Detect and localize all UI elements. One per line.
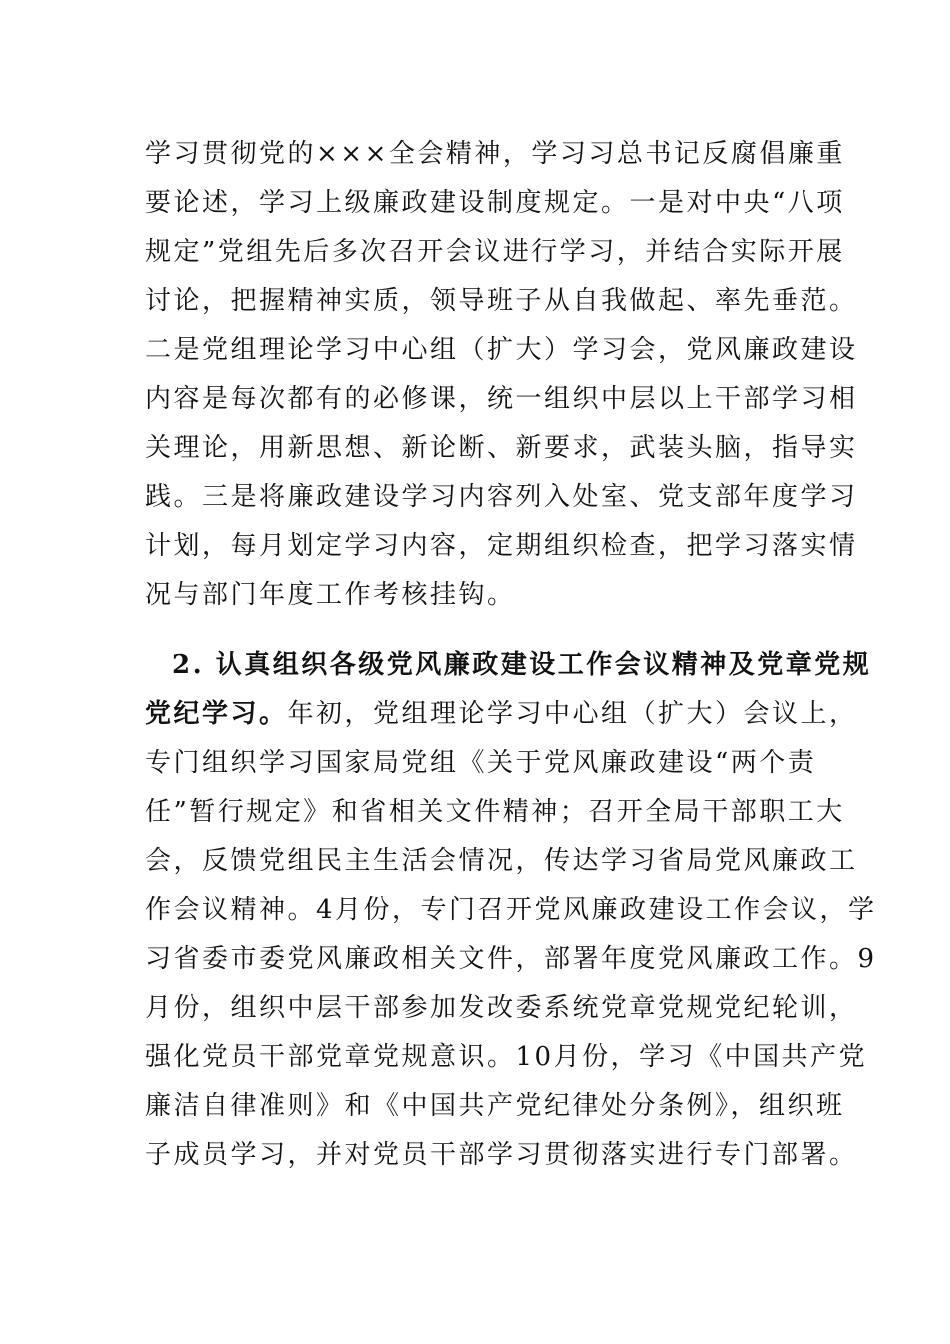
paragraph-line: 讨论，把握精神实质，领导班子从自我做起、率先垂范。: [145, 286, 858, 316]
paragraph-line: 关理论，用新思想、新论断、新要求，武装头脑，指导实: [145, 433, 858, 463]
paragraph-line: 任”暂行规定》和省相关文件精神；召开全局干部职工大: [145, 797, 845, 827]
paragraph-line: 子成员学习，并对党员干部学习贯彻落实进行专门部署。: [145, 1140, 858, 1170]
paragraph-line: 二是党组理论学习中心组（扩大）学习会，党风廉政建设: [145, 335, 858, 365]
paragraph-line: 会，反馈党组民主生活会情况，传达学习省局党风廉政工: [145, 846, 858, 876]
paragraph-line: 月份，组织中层干部参加发改委系统党章党规党纪轮训，: [145, 993, 858, 1023]
paragraph-line-text: 年初，党组理论学习中心组（扩大）会议上，: [287, 699, 858, 729]
paragraph-line: 廉洁自律准则》和《中国共产党纪律处分条例》，组织班: [145, 1091, 845, 1121]
paragraph-line: 强化党员干部党章党规意识。10月份，学习《中国共产党: [145, 1042, 868, 1072]
paragraph-line: 学习贯彻党的×××全会精神，学习习总书记反腐倡廉重: [145, 139, 845, 169]
paragraph-line: 习省委市委党风廉政相关文件，部署年度党风廉政工作。9: [145, 944, 877, 974]
paragraph-line: 内容是每次都有的必修课，统一组织中层以上干部学习相: [145, 384, 858, 414]
paragraph-line: 况与部门年度工作考核挂钩。: [145, 580, 516, 610]
paragraph-line: [145, 696, 858, 732]
paragraph-line: 专门组织学习国家局党组《关于党风廉政建设“两个责: [145, 748, 817, 778]
paragraph-line: 要论述，学习上级廉政建设制度规定。一是对中央“八项: [145, 188, 845, 218]
paragraph-line: 规定”党组先后多次召开会议进行学习，并结合实际开展: [145, 237, 845, 267]
paragraph-line: 践。三是将廉政建设学习内容列入处室、党支部年度学习: [145, 482, 858, 512]
paragraph-line: 作会议精神。4月份，专门召开党风廉政建设工作会议，学: [145, 895, 877, 925]
paragraph-line: 计划，每月划定学习内容，定期组织检查，把学习落实情: [145, 531, 858, 561]
section-heading: 2. 认真组织各级党风廉政建设工作会议精神及党章党规: [172, 650, 872, 680]
section-heading-end: 党纪学习。: [145, 699, 288, 729]
